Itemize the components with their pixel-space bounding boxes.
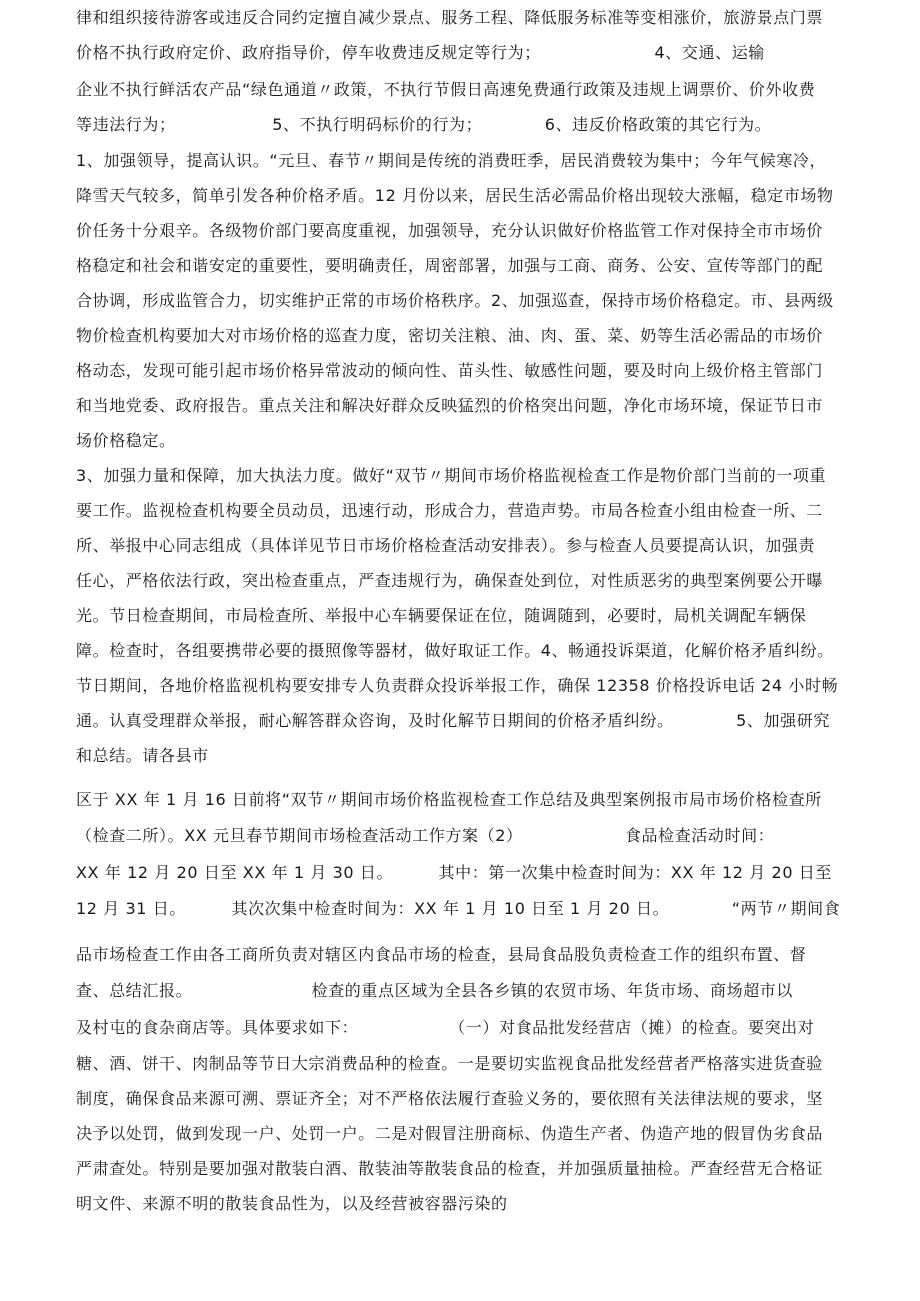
- text-line-34: 明文件、来源不明的散装食品性为，以及经营被容器污染的: [76, 1194, 508, 1213]
- text-line-29: 及村屯的食杂商店等。具体要求如下： （一）对食品批发经营店（摊）的检查。要突出对: [76, 1018, 815, 1037]
- text-line-04: 等违法行为； 5、不执行明码标价的行为； 6、违反价格政策的其它行为。: [76, 115, 772, 134]
- text-line-23: 区于 XX 年 1 月 16 日前将“双节〃期间市场价格监视检查工作总结及典型案例报市局市场价格检查所: [76, 790, 822, 809]
- text-line-09: 合协调，形成监管合力，切实维护正常的市场价格秩序。2、加强巡查，保持市场价格稳定。市、县两级: [76, 291, 834, 310]
- text-line-28: 查、总结汇报。 检查的重点区域为全县各乡镇的农贸市场、年货市场、商场超市以: [76, 981, 794, 1000]
- text-line-15: 要工作。监视检查机构要全员动员，迅速行动，形成合力，营造声势。市局各检查小组由检查一所、二: [76, 501, 824, 520]
- text-line-32: 决予以处罚，做到发现一户、处罚一户。二是对假冒注册商标、伪造生产者、伪造产地的假冒伪劣食品: [76, 1124, 824, 1143]
- text-line-11: 格动态，发现可能引起市场价格异常波动的倾向性、苗头性、敏感性问题，要及时向上级价格主管部门: [76, 361, 824, 380]
- text-line-13: 场价格稳定。: [76, 431, 176, 450]
- text-line-18: 光。节日检查期间，市局检查所、举报中心车辆要保证在位，随调随到，必要时，局机关调配车辆保: [76, 606, 807, 625]
- text-line-30: 糖、酒、饼干、肉制品等节日大宗消费品种的检查。一是要切实监视食品批发经营者严格落实进货查验: [76, 1054, 824, 1073]
- text-line-33: 严肃查处。特别是要加强对散装白酒、散装油等散装食品的检查，并加强质量抽检。严查经营无合格证: [76, 1159, 824, 1178]
- text-line-08: 格稳定和社会和谐安定的重要性，要明确责任，周密部署，加强与工商、商务、公安、宣传等部门的配: [76, 256, 824, 275]
- text-line-19: 障。检查时，各组要携带必要的摄照像等器材，做好取证工作。4、畅通投诉渠道，化解价格矛盾纠纷。: [76, 641, 834, 660]
- text-line-17: 任心，严格依法行政，突出检查重点，严查违规行为，确保查处到位，对性质恶劣的典型案例要公开曝: [76, 571, 824, 590]
- text-line-21: 通。认真受理群众举报，耐心解答群众咨询，及时化解节日期间的价格矛盾纠纷。 5、加强研究: [76, 711, 830, 730]
- text-line-25: XX 年 12 月 20 日至 XX 年 1 月 30 日。 其中：第一次集中检查时间为：XX 年 12 月 20 日至: [76, 863, 833, 882]
- text-line-03: 企业不执行鲜活农产品“绿色通道〃政策，不执行节假日高速免费通行政策及违规上调票价、价外收费: [76, 80, 816, 99]
- text-line-02: 价格不执行政府定价、政府指导价，停车收费违反规定等行为； 4、交通、运输: [76, 43, 765, 62]
- text-line-12: 和当地党委、政府报告。重点关注和解决好群众反映猛烈的价格突出问题，净化市场环境，保证节日市: [76, 396, 824, 415]
- text-line-14: 3、加强力量和保障，加大执法力度。做好“双节〃期间市场价格监视检查工作是物价部门当前的一项重: [76, 466, 827, 485]
- text-line-01: 律和组织接待游客或违反合同约定擅自减少景点、服务工程、降低服务标准等变相涨价，旅游景点门票: [76, 8, 824, 27]
- text-line-06: 降雪天气较多，简单引发各种价格矛盾。12 月份以来，居民生活必需品价格出现较大涨幅，稳定市场物: [76, 186, 834, 205]
- text-line-24: （检查二所）。XX 元旦春节期间市场检查活动工作方案（2） 食品检查活动时间：: [76, 826, 775, 845]
- text-line-27: 品市场检查工作由各工商所负责对辖区内食品市场的检查，县局食品股负责检查工作的组织布置、督: [76, 945, 807, 964]
- text-line-31: 制度，确保食品来源可溯、票证齐全；对不严格依法履行查验义务的，要依照有关法律法规的要求，坚: [76, 1089, 824, 1108]
- text-line-10: 物价检查机构要加大对市场价格的巡查力度，密切关注粮、油、肉、蛋、菜、奶等生活必需品的市场价: [76, 326, 824, 345]
- text-line-26: 12 月 31 日。 其次次集中检查时间为：XX 年 1 月 10 日至 1 月 20 日。 “两节〃期间食: [76, 899, 841, 918]
- text-line-16: 所、举报中心同志组成（具体详见节日市场价格检查活动安排表）。参与检查人员要提高认识，加强责: [76, 536, 816, 555]
- text-line-20: 节日期间，各地价格监视机构要安排专人负责群众投诉举报工作，确保 12358 价格投诉电话 24 小时畅: [76, 676, 839, 695]
- text-line-22: 和总结。请各县市: [76, 746, 209, 765]
- text-line-07: 价任务十分艰辛。各级物价部门要高度重视，加强领导，充分认识做好价格监管工作对保持全市市场价: [76, 221, 824, 240]
- text-line-05: 1、加强领导，提高认识。“元旦、春节〃期间是传统的消费旺季，居民消费较为集中；今年气候寒冷，: [76, 151, 827, 170]
